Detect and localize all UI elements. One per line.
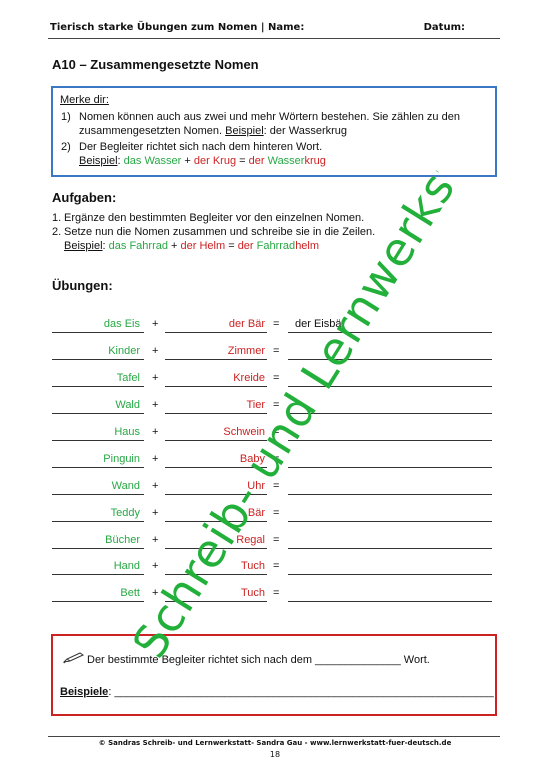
plus-sign: + (152, 345, 159, 357)
plus-sign: + (152, 534, 159, 546)
rule-box (51, 86, 497, 177)
task-example: Beispiel: das Fahrrad + der Helm = der Fahrradhelm (64, 240, 320, 252)
footer-copyright: © Sandras Schreib- und Lernwerkstatt- Sandra Gau - www.lernwerkstatt-fuer-deutsch.de (98, 739, 452, 747)
rule-item-example: zusammengesetzten Nomen. Beispiel: der Wasserkrug (79, 125, 348, 137)
equals-sign: = (273, 587, 280, 599)
equals-sign: = (273, 480, 280, 492)
exercise-row (0, 315, 550, 335)
second-noun: Uhr (247, 480, 265, 492)
equals-sign: = (273, 507, 280, 519)
page-title: A10 – Zusammengesetzte Nomen (52, 57, 259, 72)
article-line-2[interactable] (165, 574, 267, 575)
answer-line[interactable] (288, 386, 492, 387)
exercise-row (0, 504, 550, 524)
second-noun: Schwein (223, 426, 265, 438)
task-item: 2. Setze nun die Nomen zusammen und schreibe sie in die Zeilen. (52, 226, 376, 238)
article-line-2[interactable] (165, 440, 267, 441)
header-date: Datum: (423, 22, 465, 33)
sentence-blank[interactable]: ______________ (315, 654, 401, 666)
exercise-row (0, 342, 550, 362)
exercise-row (0, 477, 550, 497)
exercise-row (0, 531, 550, 551)
article-line-1[interactable] (52, 332, 144, 333)
article-line-1[interactable] (52, 467, 144, 468)
rule-item-text: Der Begleiter richtet sich nach dem hinteren Wort. (79, 141, 323, 153)
page-number: 18 (269, 750, 281, 759)
rule-box-title: Merke dir: (60, 94, 109, 106)
rule-item-text: Nomen können auch aus zwei und mehr Wörtern bestehen. Sie zählen zu den (79, 111, 460, 123)
rule-item-number: 1) (61, 111, 71, 123)
second-noun: Regal (236, 534, 265, 546)
pencil-icon (63, 652, 85, 667)
summary-examples: Beispiele: ______________________________________________________________ (60, 686, 494, 698)
article-line-2[interactable] (165, 359, 267, 360)
summary-box (51, 634, 497, 716)
equals-sign: = (273, 399, 280, 411)
answer-line[interactable] (288, 574, 492, 575)
first-noun: Wald (115, 399, 140, 411)
plus-sign: + (152, 453, 159, 465)
equals-sign: = (273, 560, 280, 572)
article-line-2[interactable] (165, 332, 267, 333)
second-noun: Bär (247, 507, 265, 519)
tasks-heading: Aufgaben: (52, 190, 117, 205)
article-line-1[interactable] (52, 440, 144, 441)
first-noun: Pinguin (103, 453, 140, 465)
answer-line[interactable] (288, 467, 492, 468)
second-noun: Kreide (233, 372, 265, 384)
article-line-2[interactable] (165, 386, 267, 387)
answer-line[interactable] (288, 494, 492, 495)
equals-sign: = (273, 426, 280, 438)
equals-sign: = (273, 534, 280, 546)
article-line-1[interactable] (52, 494, 144, 495)
article-line-2[interactable] (165, 494, 267, 495)
first-noun: Haus (114, 426, 140, 438)
plus-sign: + (152, 399, 159, 411)
exercise-row (0, 369, 550, 389)
first-noun: Bücher (105, 534, 140, 546)
plus-sign: + (152, 587, 159, 599)
article-line-1[interactable] (52, 574, 144, 575)
article-line-2[interactable] (165, 601, 267, 602)
compound-answer: der Eisbär (295, 318, 346, 330)
article-line-2[interactable] (165, 548, 267, 549)
article-line-1[interactable] (52, 359, 144, 360)
answer-line[interactable] (288, 359, 492, 360)
answer-line[interactable] (288, 521, 492, 522)
footer-divider (48, 736, 500, 737)
first-noun: Teddy (110, 507, 140, 519)
header-title: Tierisch starke Übungen zum Nomen | Name: (50, 22, 305, 33)
plus-sign: + (152, 560, 159, 572)
plus-sign: + (152, 372, 159, 384)
plus-sign: + (152, 426, 159, 438)
article-line-2[interactable] (165, 413, 267, 414)
first-noun: Wand (111, 480, 140, 492)
second-noun: Tuch (240, 560, 265, 572)
summary-sentence: Der bestimmte Begleiter richtet sich nach dem ______________ Wort. (87, 654, 430, 666)
second-noun: Baby (239, 453, 265, 465)
equals-sign: = (273, 372, 280, 384)
article-line-2[interactable] (165, 467, 267, 468)
answer-line[interactable] (288, 548, 492, 549)
plus-sign: + (152, 318, 159, 330)
task-item: 1. Ergänze den bestimmten Begleiter vor den einzelnen Nomen. (52, 212, 365, 224)
article-line-1[interactable] (52, 521, 144, 522)
page-header (50, 22, 500, 36)
equals-sign: = (273, 453, 280, 465)
first-noun: Hand (113, 560, 140, 572)
article-line-1[interactable] (52, 548, 144, 549)
exercise-row (0, 584, 550, 604)
article-line-1[interactable] (52, 601, 144, 602)
second-noun: der Bär (228, 318, 265, 330)
article-line-1[interactable] (52, 386, 144, 387)
exercise-row (0, 450, 550, 470)
first-noun: das Eis (103, 318, 140, 330)
rule-item-number: 2) (61, 141, 71, 153)
second-noun: Tuch (240, 587, 265, 599)
plus-sign: + (152, 480, 159, 492)
exercises-heading: Übungen: (52, 278, 113, 293)
svg-text:(c) Schreib- und Lernwerkstatt: Schreib- und Lernwerkstatt (121, 159, 470, 666)
first-noun: Bett (120, 587, 140, 599)
answer-line[interactable] (288, 440, 492, 441)
exercise-row (0, 396, 550, 416)
first-noun: Tafel (116, 372, 140, 384)
plus-sign: + (152, 507, 159, 519)
exercise-row (0, 557, 550, 577)
answer-line[interactable] (288, 332, 492, 333)
header-divider (48, 38, 500, 39)
second-noun: Tier (246, 399, 265, 411)
first-noun: Kinder (108, 345, 140, 357)
equals-sign: = (273, 318, 280, 330)
article-line-1[interactable] (52, 413, 144, 414)
second-noun: Zimmer (227, 345, 265, 357)
article-line-2[interactable] (165, 521, 267, 522)
exercise-row (0, 423, 550, 443)
rule-item-example: Beispiel: das Wasser + der Krug = der Wasserkrug (79, 155, 326, 167)
equals-sign: = (273, 345, 280, 357)
task-list (52, 211, 502, 253)
answer-line[interactable] (288, 601, 492, 602)
examples-blank[interactable]: ______________________________________________________________ (114, 686, 494, 698)
answer-line[interactable] (288, 413, 492, 414)
